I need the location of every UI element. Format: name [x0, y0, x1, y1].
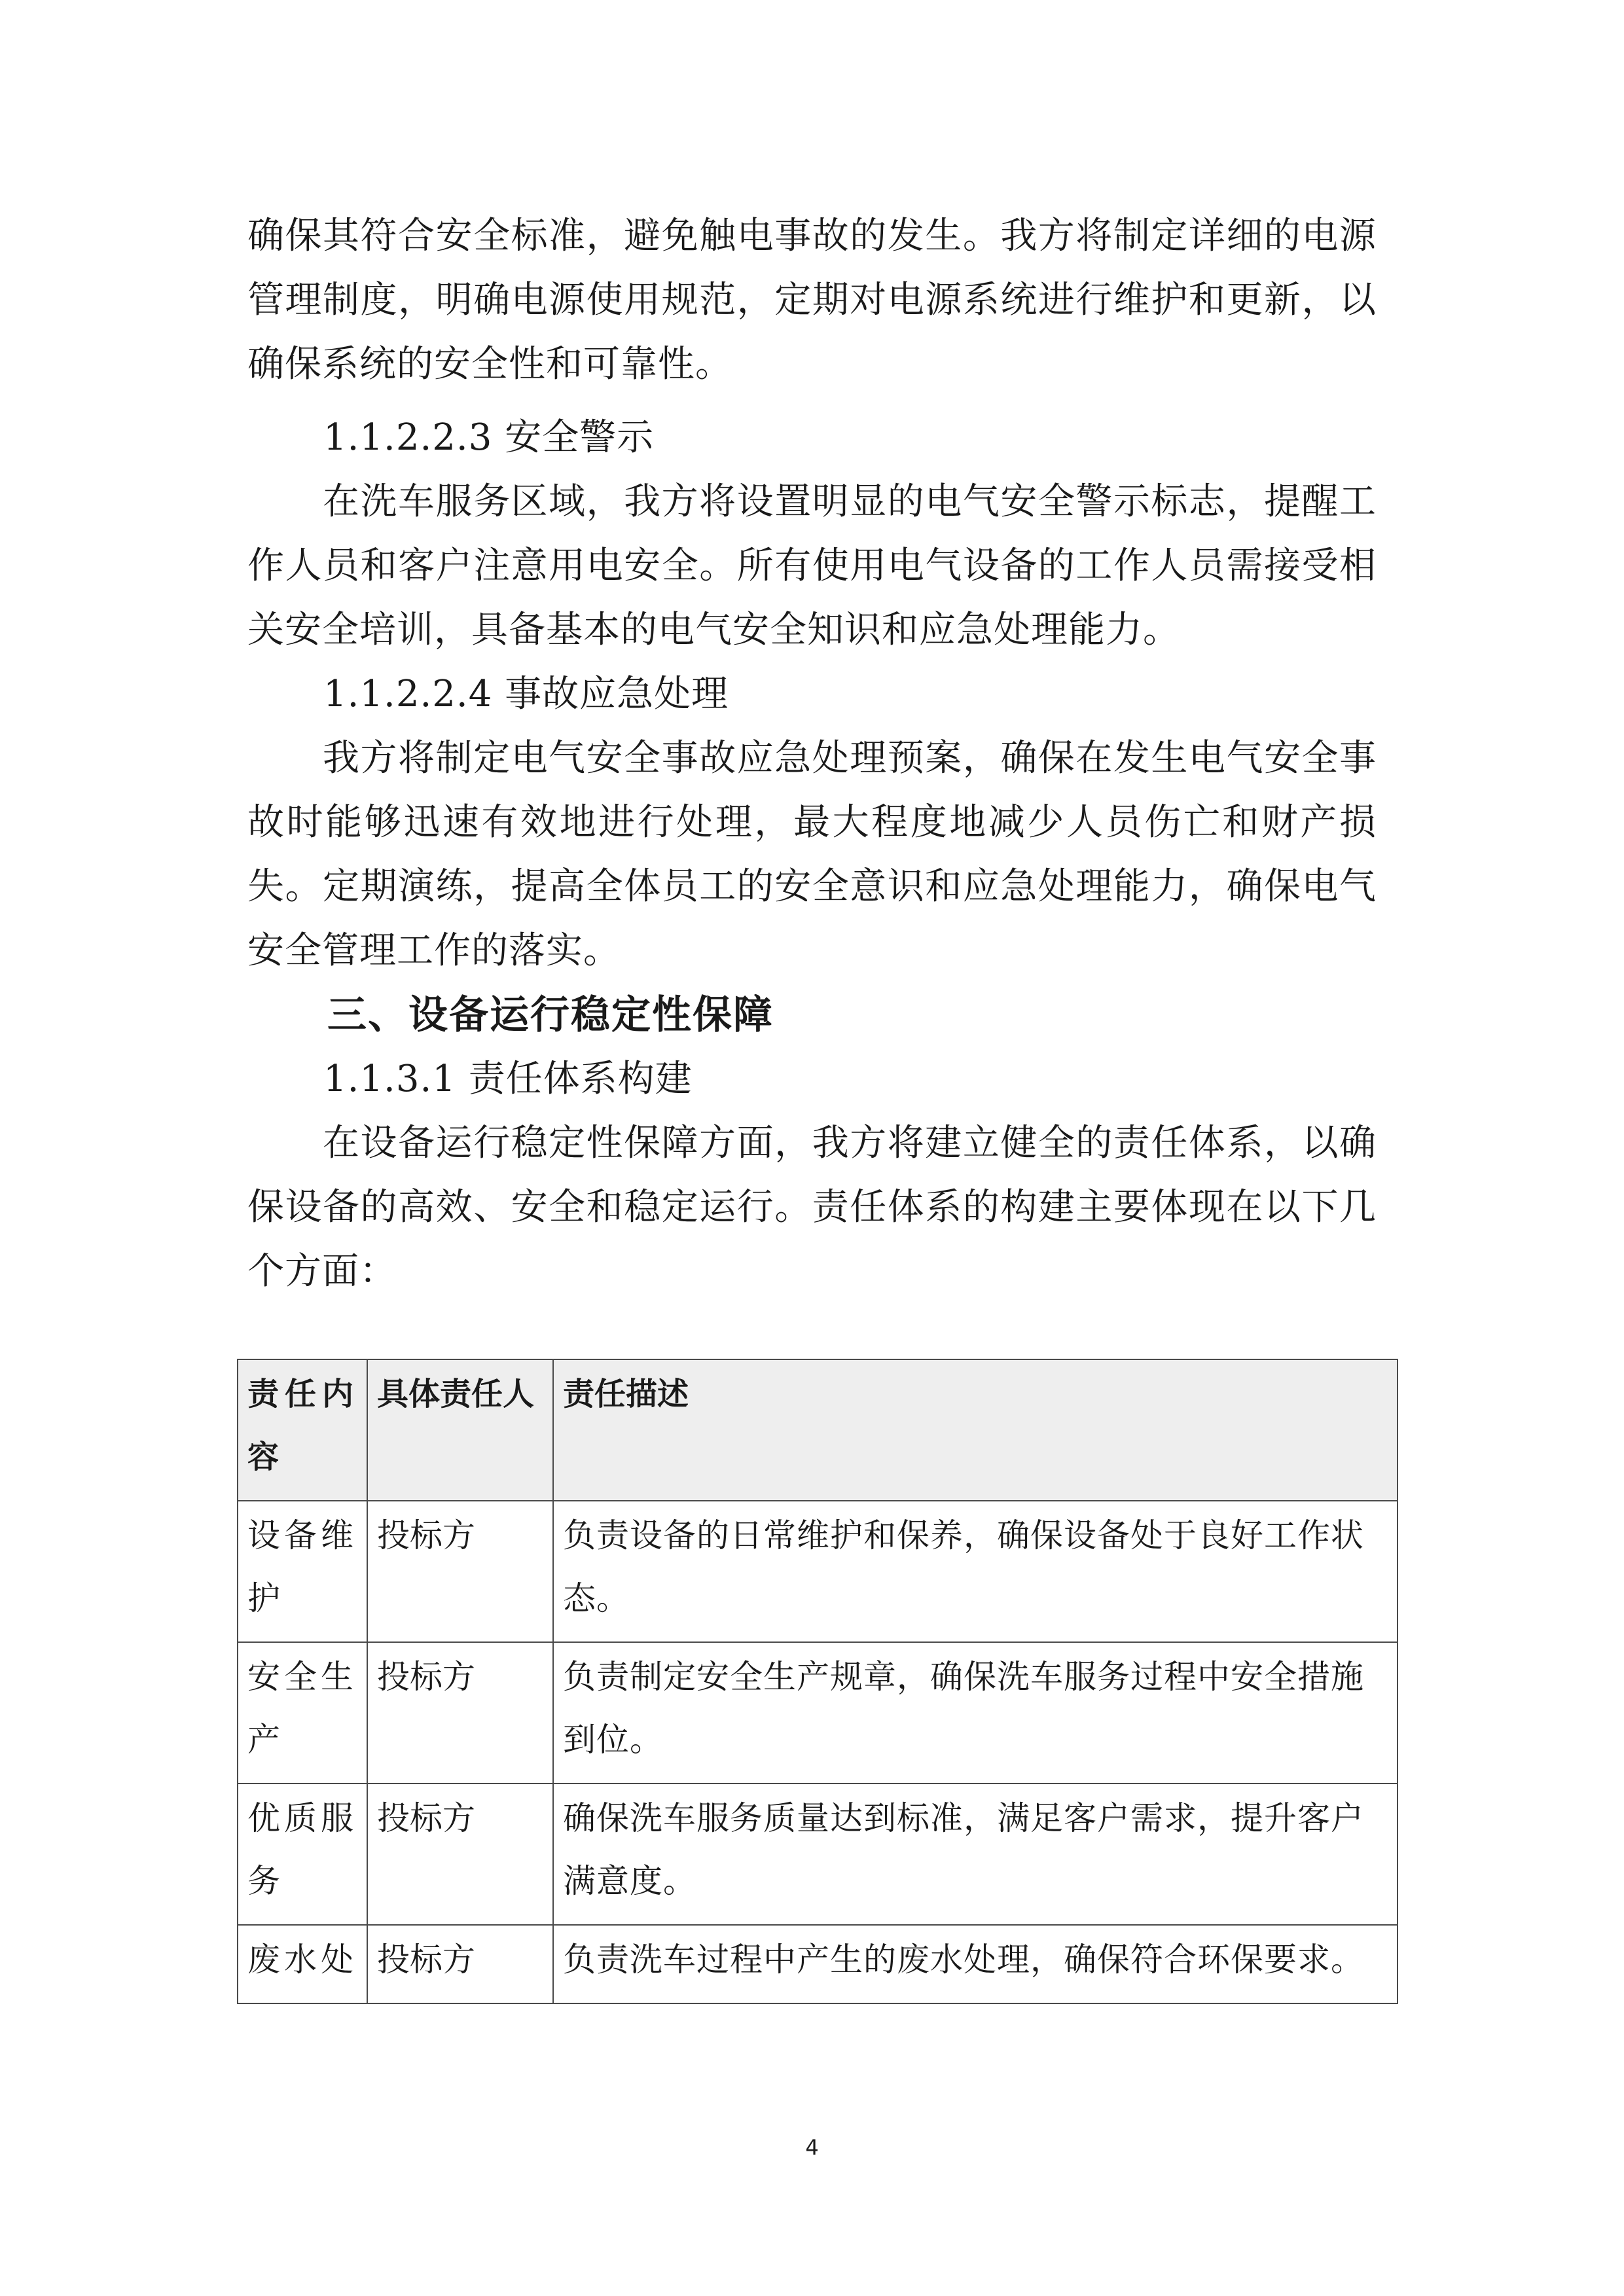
- cell-person: 投标方: [367, 1642, 553, 1784]
- table-row: [238, 1501, 1398, 1642]
- cell-person: 投标方: [367, 1925, 553, 2003]
- cell-person: 投标方: [367, 1784, 553, 1925]
- cell-person: 投标方: [367, 1501, 553, 1642]
- paragraph-emergency-handling: 我方将制定电气安全事故应急处理预案，确保在发生电气安全事故时能够迅速有效地进行处理，最大程度地减少人员伤亡和财产损失。定期演练，提高全体员工的安全意识和应急处理能力，确保电气安全管理工作的落实。: [247, 737, 1377, 972]
- subheading-emergency-handling: 1.1.2.2.4 事故应急处理: [323, 673, 729, 715]
- table-row: [238, 1784, 1398, 1925]
- subheading-responsibility-system: 1.1.3.1 责任体系构建: [323, 1058, 693, 1100]
- cell-content: 废水处: [238, 1925, 367, 2003]
- cell-description: 确保洗车服务质量达到标准，满足客户需求，提升客户满意度。: [553, 1784, 1398, 1925]
- cell-description: 负责设备的日常维护和保养，确保设备处于良好工作状态。: [553, 1501, 1398, 1642]
- cell-description: 负责洗车过程中产生的废水处理，确保符合环保要求。: [553, 1925, 1398, 2003]
- paragraph-responsibility-system: 在设备运行稳定性保障方面，我方将建立健全的责任体系，以确保设备的高效、安全和稳定运行。责任体系的构建主要体现在以下几个方面：: [247, 1122, 1377, 1293]
- table-row: [238, 1925, 1398, 2003]
- paragraph-power-management: 确保其符合安全标准，避免触电事故的发生。我方将制定详细的电源管理制度，明确电源使用规范，定期对电源系统进行维护和更新，以确保系统的安全性和可靠性。: [247, 215, 1377, 386]
- subheading-safety-warning: 1.1.2.2.3 安全警示: [323, 416, 655, 459]
- cell-content: 优质服务: [238, 1784, 367, 1925]
- paragraph-safety-warning: 在洗车服务区域，我方将设置明显的电气安全警示标志，提醒工作人员和客户注意用电安全。所有使用电气设备的工作人员需接受相关安全培训，具备基本的电气安全知识和应急处理能力。: [247, 480, 1377, 651]
- cell-content: 安全生产: [238, 1642, 367, 1784]
- table-header-row: [238, 1359, 1398, 1501]
- cell-content: 设备维护: [238, 1501, 367, 1642]
- cell-description: 负责制定安全生产规章，确保洗车服务过程中安全措施到位。: [553, 1642, 1398, 1784]
- header-responsibility-description: 责任描述: [553, 1359, 1398, 1501]
- header-responsibility-content: 责任内容: [238, 1359, 367, 1501]
- section-heading-equipment-stability: 三、设备运行稳定性保障: [327, 992, 774, 1038]
- page-number: 4: [805, 2135, 819, 2160]
- header-responsible-person: 具体责任人: [367, 1359, 553, 1501]
- table-row: [238, 1642, 1398, 1784]
- responsibility-table: [237, 1359, 1398, 2004]
